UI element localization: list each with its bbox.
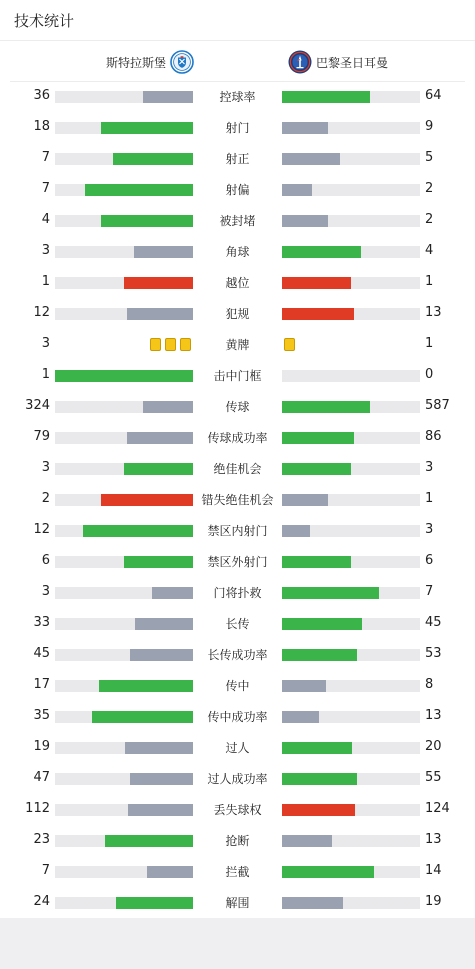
home-value: 7 [41,863,50,878]
away-bar-track [282,742,420,754]
away-bar-track [282,463,420,475]
home-value: 4 [41,212,50,227]
home-value: 33 [33,615,50,630]
away-value: 13 [425,832,442,847]
stat-label: 越位 [225,276,250,290]
away-value: 4 [425,243,434,258]
stat-row [0,267,475,298]
stat-label: 禁区内射门 [207,524,268,538]
home-bar-fill [128,804,193,816]
away-value: 5 [425,150,434,165]
away-value: 2 [425,181,434,196]
away-value: 9 [425,119,434,134]
home-bar-track [55,432,193,444]
stat-row [0,515,475,546]
home-value: 24 [33,894,50,909]
stat-label: 长传成功率 [207,648,268,662]
away-bar-fill [282,680,326,692]
away-bar-track [282,556,420,568]
home-bar-track [55,649,193,661]
stat-row [0,639,475,670]
away-value: 8 [425,677,434,692]
home-bar-fill [124,556,193,568]
away-bar-track [282,618,420,630]
home-bar-fill [83,525,193,537]
away-value: 1 [425,274,434,289]
home-value: 3 [41,584,50,599]
home-value: 1 [41,274,50,289]
home-bar-track [55,680,193,692]
home-bar-fill [147,866,193,878]
stat-label: 门将扑救 [213,586,262,600]
home-value: 19 [33,739,50,754]
away-bar-fill [282,215,328,227]
away-value: 86 [425,429,442,444]
psg-crest-icon [288,50,312,74]
home-bar-fill [134,246,193,258]
home-bar-fill [152,587,193,599]
stat-label: 丢失球权 [213,803,262,817]
home-bar-fill [127,308,193,320]
home-value: 35 [33,708,50,723]
stat-label: 传球成功率 [207,431,268,445]
away-bar-track [282,897,420,909]
home-bar-fill [113,153,193,165]
home-bar-fill [130,773,193,785]
stat-label: 射门 [225,121,250,135]
away-yellow-cards [282,338,297,351]
home-bar-fill [135,618,193,630]
away-bar-fill [282,587,379,599]
home-value: 18 [33,119,50,134]
home-bar-track [55,618,193,630]
home-value: 3 [41,336,50,351]
away-value: 1 [425,336,434,351]
stat-row [0,329,475,360]
home-bar-track [55,370,193,382]
stat-row [0,732,475,763]
stat-row [0,670,475,701]
away-bar-track [282,432,420,444]
away-value: 53 [425,646,442,661]
away-value: 7 [425,584,434,599]
home-value: 7 [41,150,50,165]
stat-label: 过人成功率 [207,772,268,786]
away-bar-fill [282,122,328,134]
home-bar-track [55,122,193,134]
home-value: 112 [25,801,50,816]
home-bar-fill [92,711,193,723]
home-bar-track [55,773,193,785]
away-team[interactable] [288,49,388,75]
stat-row [0,422,475,453]
away-value: 55 [425,770,442,785]
stat-row [0,484,475,515]
home-bar-track [55,711,193,723]
away-bar-track [282,246,420,258]
home-value: 7 [41,181,50,196]
stat-row [0,577,475,608]
home-bar-fill [85,184,193,196]
stat-label: 黄牌 [225,338,250,352]
away-value: 45 [425,615,442,630]
home-bar-track [55,91,193,103]
away-bar-fill [282,773,357,785]
away-bar-track [282,804,420,816]
away-bar-fill [282,649,357,661]
stat-label: 抢断 [225,834,250,848]
away-bar-track [282,680,420,692]
away-value: 1 [425,491,434,506]
stat-row [0,608,475,639]
away-bar-fill [282,463,351,475]
away-value: 0 [425,367,434,382]
home-bar-track [55,277,193,289]
home-value: 3 [41,460,50,475]
away-bar-track [282,153,420,165]
away-bar-track [282,773,420,785]
away-bar-fill [282,153,340,165]
away-value: 20 [425,739,442,754]
stat-row [0,391,475,422]
stat-label: 绝佳机会 [213,462,262,476]
away-value: 19 [425,894,442,909]
stat-row [0,856,475,887]
away-value: 2 [425,212,434,227]
yellow-card-icon [180,338,191,351]
home-bar-track [55,525,193,537]
stat-label: 禁区外射门 [207,555,268,569]
away-bar-fill [282,897,343,909]
away-value: 3 [425,522,434,537]
away-bar-fill [282,401,370,413]
away-bar-fill [282,308,354,320]
away-bar-fill [282,711,319,723]
home-bar-fill [55,370,193,382]
strasbourg-crest-icon [170,50,194,74]
stat-label: 长传 [225,617,250,631]
home-bar-track [55,215,193,227]
home-bar-fill [116,897,193,909]
stat-row [0,298,475,329]
page-title: 技术统计 [14,11,75,30]
home-value: 45 [33,646,50,661]
home-value: 1 [41,367,50,382]
away-value: 6 [425,553,434,568]
yellow-card-icon [284,338,295,351]
home-bar-fill [101,494,193,506]
away-bar-fill [282,246,361,258]
home-value: 36 [33,88,50,103]
home-bar-fill [125,742,193,754]
away-bar-fill [282,91,370,103]
stat-label: 解围 [225,896,250,910]
home-value: 2 [41,491,50,506]
home-bar-fill [101,122,193,134]
away-value: 3 [425,460,434,475]
away-bar-track [282,866,420,878]
stat-label: 传球 [225,400,250,414]
home-bar-track [55,153,193,165]
stat-label: 角球 [225,245,250,259]
stat-row [0,205,475,236]
away-bar-track [282,587,420,599]
home-bar-fill [101,215,193,227]
away-bar-fill [282,866,374,878]
home-value: 6 [41,553,50,568]
away-value: 124 [425,801,450,816]
home-bar-track [55,401,193,413]
home-value: 79 [33,429,50,444]
stat-row [0,453,475,484]
away-bar-fill [282,804,355,816]
home-bar-fill [127,432,193,444]
away-bar-track [282,215,420,227]
home-value: 23 [33,832,50,847]
home-value: 324 [25,398,50,413]
stat-row [0,825,475,856]
home-bar-fill [143,91,193,103]
away-value: 14 [425,863,442,878]
away-value: 64 [425,88,442,103]
home-bar-track [55,556,193,568]
stat-label: 被封堵 [219,214,256,228]
stat-row [0,112,475,143]
stat-row [0,236,475,267]
away-bar-fill [282,525,310,537]
away-bar-fill [282,835,332,847]
stats-list [0,81,475,918]
stat-label: 射偏 [225,183,250,197]
stat-row [0,143,475,174]
away-bar-fill [282,277,351,289]
away-value: 587 [425,398,450,413]
home-bar-fill [124,463,193,475]
home-bar-track [55,804,193,816]
away-bar-track [282,649,420,661]
home-bar-fill [143,401,193,413]
away-bar-fill [282,742,352,754]
home-value: 3 [41,243,50,258]
away-value: 13 [425,708,442,723]
away-bar-track [282,401,420,413]
away-bar-track [282,122,420,134]
stat-row [0,174,475,205]
home-bar-track [55,742,193,754]
stat-label: 过人 [225,741,250,755]
stat-label: 击中门框 [213,369,262,383]
stat-row [0,701,475,732]
away-bar-fill [282,494,328,506]
home-value: 47 [33,770,50,785]
home-bar-track [55,835,193,847]
home-bar-track [55,866,193,878]
away-bar-track [282,525,420,537]
home-bar-track [55,587,193,599]
stat-row [0,546,475,577]
stat-row [0,360,475,391]
stat-label: 拦截 [225,865,250,879]
away-bar-track [282,308,420,320]
home-value: 12 [33,305,50,320]
away-value: 13 [425,305,442,320]
stat-label: 犯规 [225,307,250,321]
stat-label: 射正 [225,152,250,166]
stats-header [0,0,475,41]
stat-row [0,887,475,918]
away-bar-fill [282,184,312,196]
home-bar-fill [130,649,193,661]
home-bar-fill [124,277,193,289]
home-yellow-cards [148,338,193,351]
yellow-card-icon [150,338,161,351]
home-bar-track [55,184,193,196]
team-header [10,42,465,82]
away-bar-track [282,835,420,847]
away-bar-track [282,184,420,196]
stat-label: 控球率 [219,90,256,104]
home-bar-track [55,494,193,506]
away-bar-track [282,711,420,723]
away-bar-fill [282,618,362,630]
stat-row [0,81,475,112]
home-bar-track [55,246,193,258]
away-team-name: 巴黎圣日耳曼 [316,55,389,70]
away-bar-track [282,370,420,382]
away-bar-fill [282,556,351,568]
home-bar-fill [99,680,193,692]
stat-row [0,794,475,825]
home-team[interactable] [106,49,194,75]
stat-label: 传中 [225,679,250,693]
stat-label: 传中成功率 [207,710,268,724]
stat-row [0,763,475,794]
away-bar-track [282,494,420,506]
home-value: 12 [33,522,50,537]
home-bar-track [55,463,193,475]
stat-label: 错失绝佳机会 [201,493,274,507]
yellow-card-icon [165,338,176,351]
away-bar-fill [282,432,354,444]
home-team-name: 斯特拉斯堡 [105,55,166,70]
away-bar-track [282,91,420,103]
home-bar-track [55,897,193,909]
home-value: 17 [33,677,50,692]
home-bar-track [55,308,193,320]
home-bar-fill [105,835,193,847]
away-bar-track [282,277,420,289]
